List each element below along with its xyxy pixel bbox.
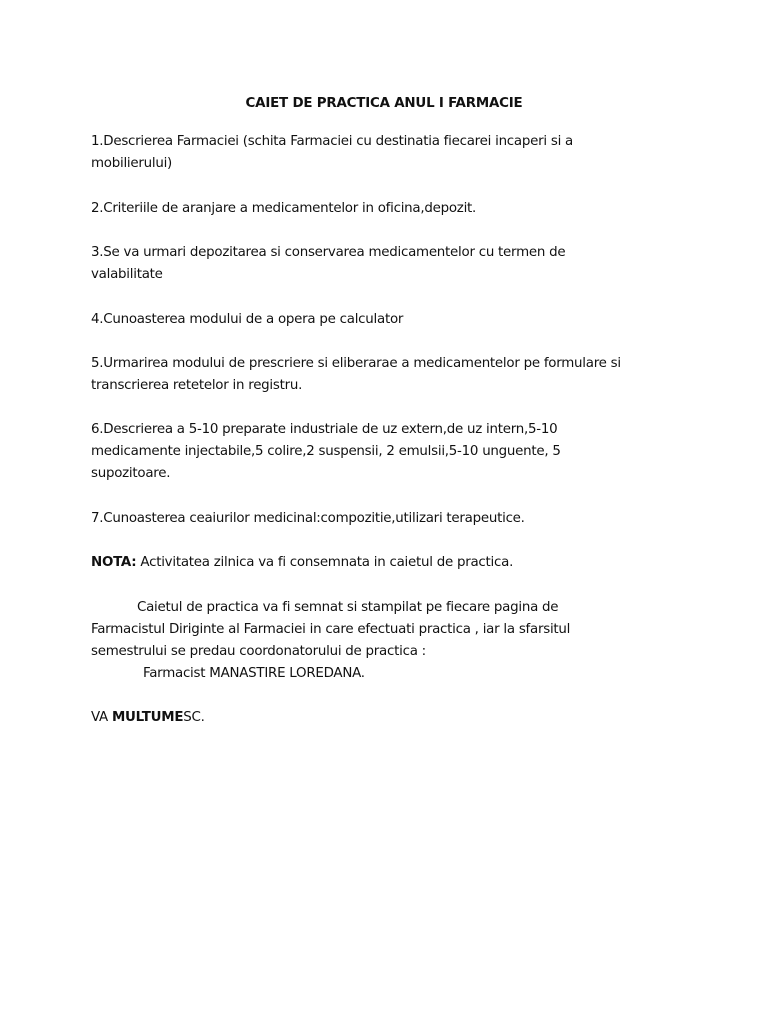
thanks-line <box>91 707 691 729</box>
item-7-line-1: 7.Cunoasterea ceaiurilor medicinal:compozitie,utilizari terapeutice. <box>91 511 525 526</box>
signature-line: Farmacist MANASTIRE LOREDANA. <box>143 666 365 681</box>
item-3-line-2: valabilitate <box>91 267 163 282</box>
thanks <box>91 707 691 729</box>
note-text: Activitatea zilnica va fi consemnata in caietul de practica. <box>136 555 514 570</box>
note <box>91 552 691 574</box>
closing-line-2: Farmacistul Diriginte al Farmaciei in care efectuati practica , iar la sfarsitul <box>91 622 571 637</box>
thanks-part-2: MULTUME <box>111 710 184 725</box>
item-6-line-2: medicamente injectabile,5 colire,2 suspensii, 2 emulsii,5-10 unguente, 5 <box>91 444 561 459</box>
thanks-part-1: VA <box>91 710 112 725</box>
item-6-line-1: 6.Descrierea a 5-10 preparate industriale de uz extern,de uz intern,5-10 <box>91 422 558 437</box>
item-4-line-1: 4.Cunoasterea modului de a opera pe calculator <box>91 312 404 327</box>
item-2 <box>91 198 691 220</box>
note-label: NOTA: <box>91 555 137 570</box>
item-1-line-1: 1.Descrierea Farmaciei (schita Farmaciei cu destinatia fiecarei incaperi si a <box>91 134 574 149</box>
item-7 <box>91 508 691 530</box>
note-line <box>91 552 691 574</box>
item-2-line-1: 2.Criteriile de aranjare a medicamentelor in oficina,depozit. <box>91 201 477 216</box>
item-5-line-2: transcrierea retetelor in registru. <box>91 378 303 393</box>
item-5-line-1: 5.Urmarirea modului de prescriere si eliberarae a medicamentelor pe formulare si <box>91 356 621 371</box>
closing-line-3: semestrului se predau coordonatorului de practica : <box>91 644 426 659</box>
item-5 <box>91 353 691 397</box>
item-6 <box>91 419 691 485</box>
closing-line-1: Caietul de practica va fi semnat si stampilat pe fiecare pagina de <box>137 600 559 615</box>
item-3 <box>91 242 691 286</box>
item-4 <box>91 309 691 331</box>
item-1-line-2: mobilierului) <box>91 156 173 171</box>
closing-paragraph <box>91 597 691 685</box>
item-3-line-1: 3.Se va urmari depozitarea si conservarea medicamentelor cu termen de <box>91 245 566 260</box>
thanks-part-3: SC. <box>183 710 205 725</box>
item-1 <box>91 131 691 175</box>
item-6-line-3: supozitoare. <box>91 466 171 481</box>
document-title: CAIET DE PRACTICA ANUL I FARMACIE <box>245 96 523 111</box>
